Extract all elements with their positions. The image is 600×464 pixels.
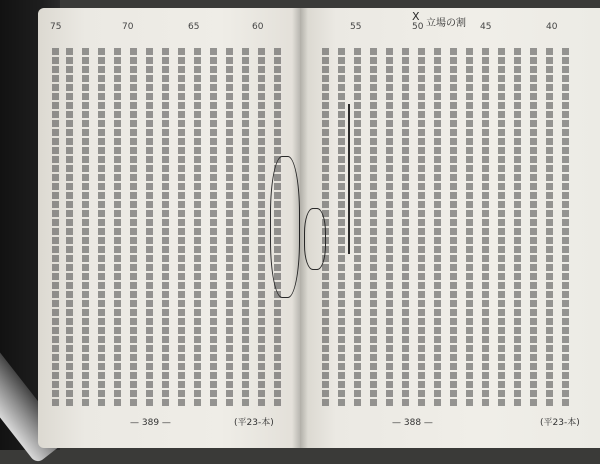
text-column — [82, 48, 89, 408]
line-number: 75 — [50, 22, 62, 32]
line-number: 60 — [252, 22, 264, 32]
handwritten-note: 立場の割 — [426, 18, 466, 29]
text-column — [354, 48, 361, 408]
text-column — [370, 48, 377, 408]
left-page — [38, 8, 300, 448]
text-column — [146, 48, 153, 408]
text-column — [338, 48, 345, 408]
text-column — [514, 48, 521, 408]
text-column — [402, 48, 409, 408]
text-column — [66, 48, 73, 408]
text-column — [242, 48, 249, 408]
line-number: 50 — [412, 22, 424, 32]
text-column — [194, 48, 201, 408]
text-column — [466, 48, 473, 408]
handwritten-mark: X — [412, 10, 420, 23]
text-column — [226, 48, 233, 408]
text-column — [562, 48, 569, 408]
text-column — [178, 48, 185, 408]
page-folio: — 388 — — [392, 418, 433, 428]
text-column — [418, 48, 425, 408]
text-column — [450, 48, 457, 408]
text-column — [386, 48, 393, 408]
text-column — [258, 48, 265, 408]
page-folio-tag: (平23-本) — [234, 418, 274, 428]
text-column — [98, 48, 105, 408]
line-number: 40 — [546, 22, 558, 32]
text-column — [130, 48, 137, 408]
handwritten-sideline — [348, 104, 350, 254]
text-column — [482, 48, 489, 408]
book-gutter — [292, 8, 308, 448]
text-column — [546, 48, 553, 408]
line-number: 45 — [480, 22, 492, 32]
text-column — [52, 48, 59, 408]
text-column — [114, 48, 121, 408]
right-page — [300, 8, 600, 448]
text-column — [434, 48, 441, 408]
line-number: 65 — [188, 22, 200, 32]
text-column — [210, 48, 217, 408]
text-column — [162, 48, 169, 408]
line-number: 55 — [350, 22, 362, 32]
text-column — [498, 48, 505, 408]
text-column — [530, 48, 537, 408]
line-number: 70 — [122, 22, 134, 32]
page-folio: — 389 — — [130, 418, 171, 428]
page-folio-tag: (平23-本) — [540, 418, 580, 428]
